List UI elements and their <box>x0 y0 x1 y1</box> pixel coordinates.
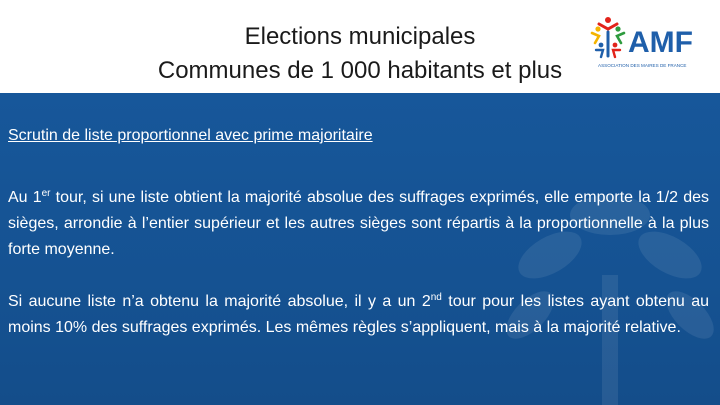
logo-wordmark: AMF <box>628 26 693 59</box>
title-line-2: Communes de 1 000 habitants et plus <box>157 57 563 84</box>
title-line-1: Elections municipales <box>244 23 476 50</box>
paragraph-first-round <box>8 185 709 263</box>
logo-figures-icon <box>592 17 624 57</box>
para1-text-end: tour, si une liste obtient la majorité absolue des suffrages exprimés, elle emporte la 1/2 des sièges, arrondie à l’entier supérieur et les autres sièges sont répartis à la proportionnelle à la plus forte moyenne. <box>8 189 709 258</box>
para2-superscript: nd <box>430 292 442 303</box>
decorative-tree-icon <box>460 135 720 405</box>
section-subtitle: Scrutin de liste proportionnel avec prime majoritaire <box>8 127 373 144</box>
para1-superscript: er <box>41 188 51 199</box>
amf-logo <box>588 12 706 72</box>
slide-title <box>120 20 600 88</box>
para2-text-start: Si aucune liste n’a obtenu la majorité absolue, il y a un 2 <box>8 293 431 310</box>
logo-tagline: ASSOCIATION DES MAIRES DE FRANCE <box>598 63 687 68</box>
paragraph-second-round <box>8 289 709 341</box>
content-panel <box>0 93 720 405</box>
para1-text-start: Au 1 <box>8 189 42 206</box>
para2-text-end: tour pour les listes ayant obtenu au moins 10% des suffrages exprimés. Les mêmes règles s’appliquent, mais à la majorité relative. <box>8 293 710 336</box>
slide-header <box>0 0 720 93</box>
